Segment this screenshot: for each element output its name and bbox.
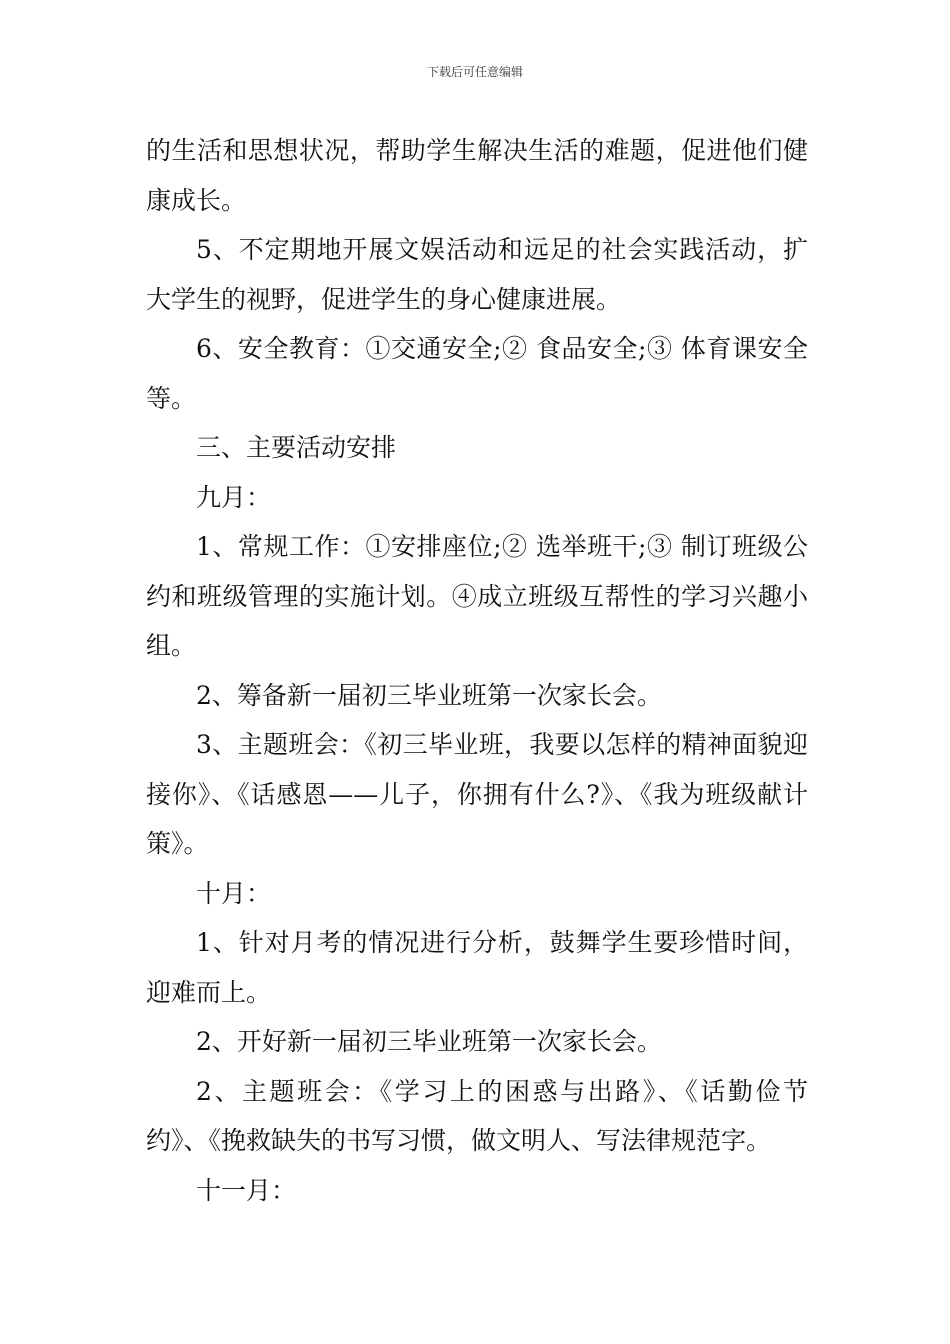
document-body bbox=[146, 126, 808, 1215]
paragraph-11: 2、开好新一届初三毕业班第一次家长会。 bbox=[196, 1027, 662, 1056]
month-heading-october: 十月： bbox=[196, 878, 272, 908]
paragraph-7: 2、筹备新一届初三毕业班第一次家长会。 bbox=[196, 680, 662, 710]
page-header-note: 下载后可任意编辑 bbox=[426, 65, 523, 79]
section-heading: 三、主要活动安排 bbox=[196, 433, 397, 462]
paragraph-2: 5、不定期地开展文娱活动和远足的社会实践活动，扩大学生的视野，促进学生的身心健康进展。 bbox=[146, 235, 808, 314]
paragraph-12: 2、主题班会：《学习上的困惑与出路》、《话勤俭节约》、《挽救缺失的书写习惯，做文明人、写法律规范字。 bbox=[146, 1076, 808, 1155]
paragraph-8: 3、主题班会：《初三毕业班，我要以怎样的精神面貌迎接你》、《话感恩——儿子，你拥有什么?》、《我为班级献计策》。 bbox=[146, 730, 808, 858]
month-heading-november: 十一月： bbox=[196, 1175, 297, 1205]
month-heading-september: 九月： bbox=[196, 482, 272, 512]
paragraph-10: 1、针对月考的情况进行分析，鼓舞学生要珍惜时间，迎难而上。 bbox=[146, 928, 808, 1007]
paragraph-1: 的生活和思想状况，帮助学生解决生活的难题，促进他们健康成长。 bbox=[146, 136, 808, 215]
paragraph-3: 6、安全教育：①交通安全;② 食品安全;③ 体育课安全等。 bbox=[146, 334, 808, 413]
paragraph-6: 1、常规工作：①安排座位;② 选举班干;③ 制订班级公约和班级管理的实施计划。④成立班级互帮性的学习兴趣小组。 bbox=[146, 532, 808, 660]
